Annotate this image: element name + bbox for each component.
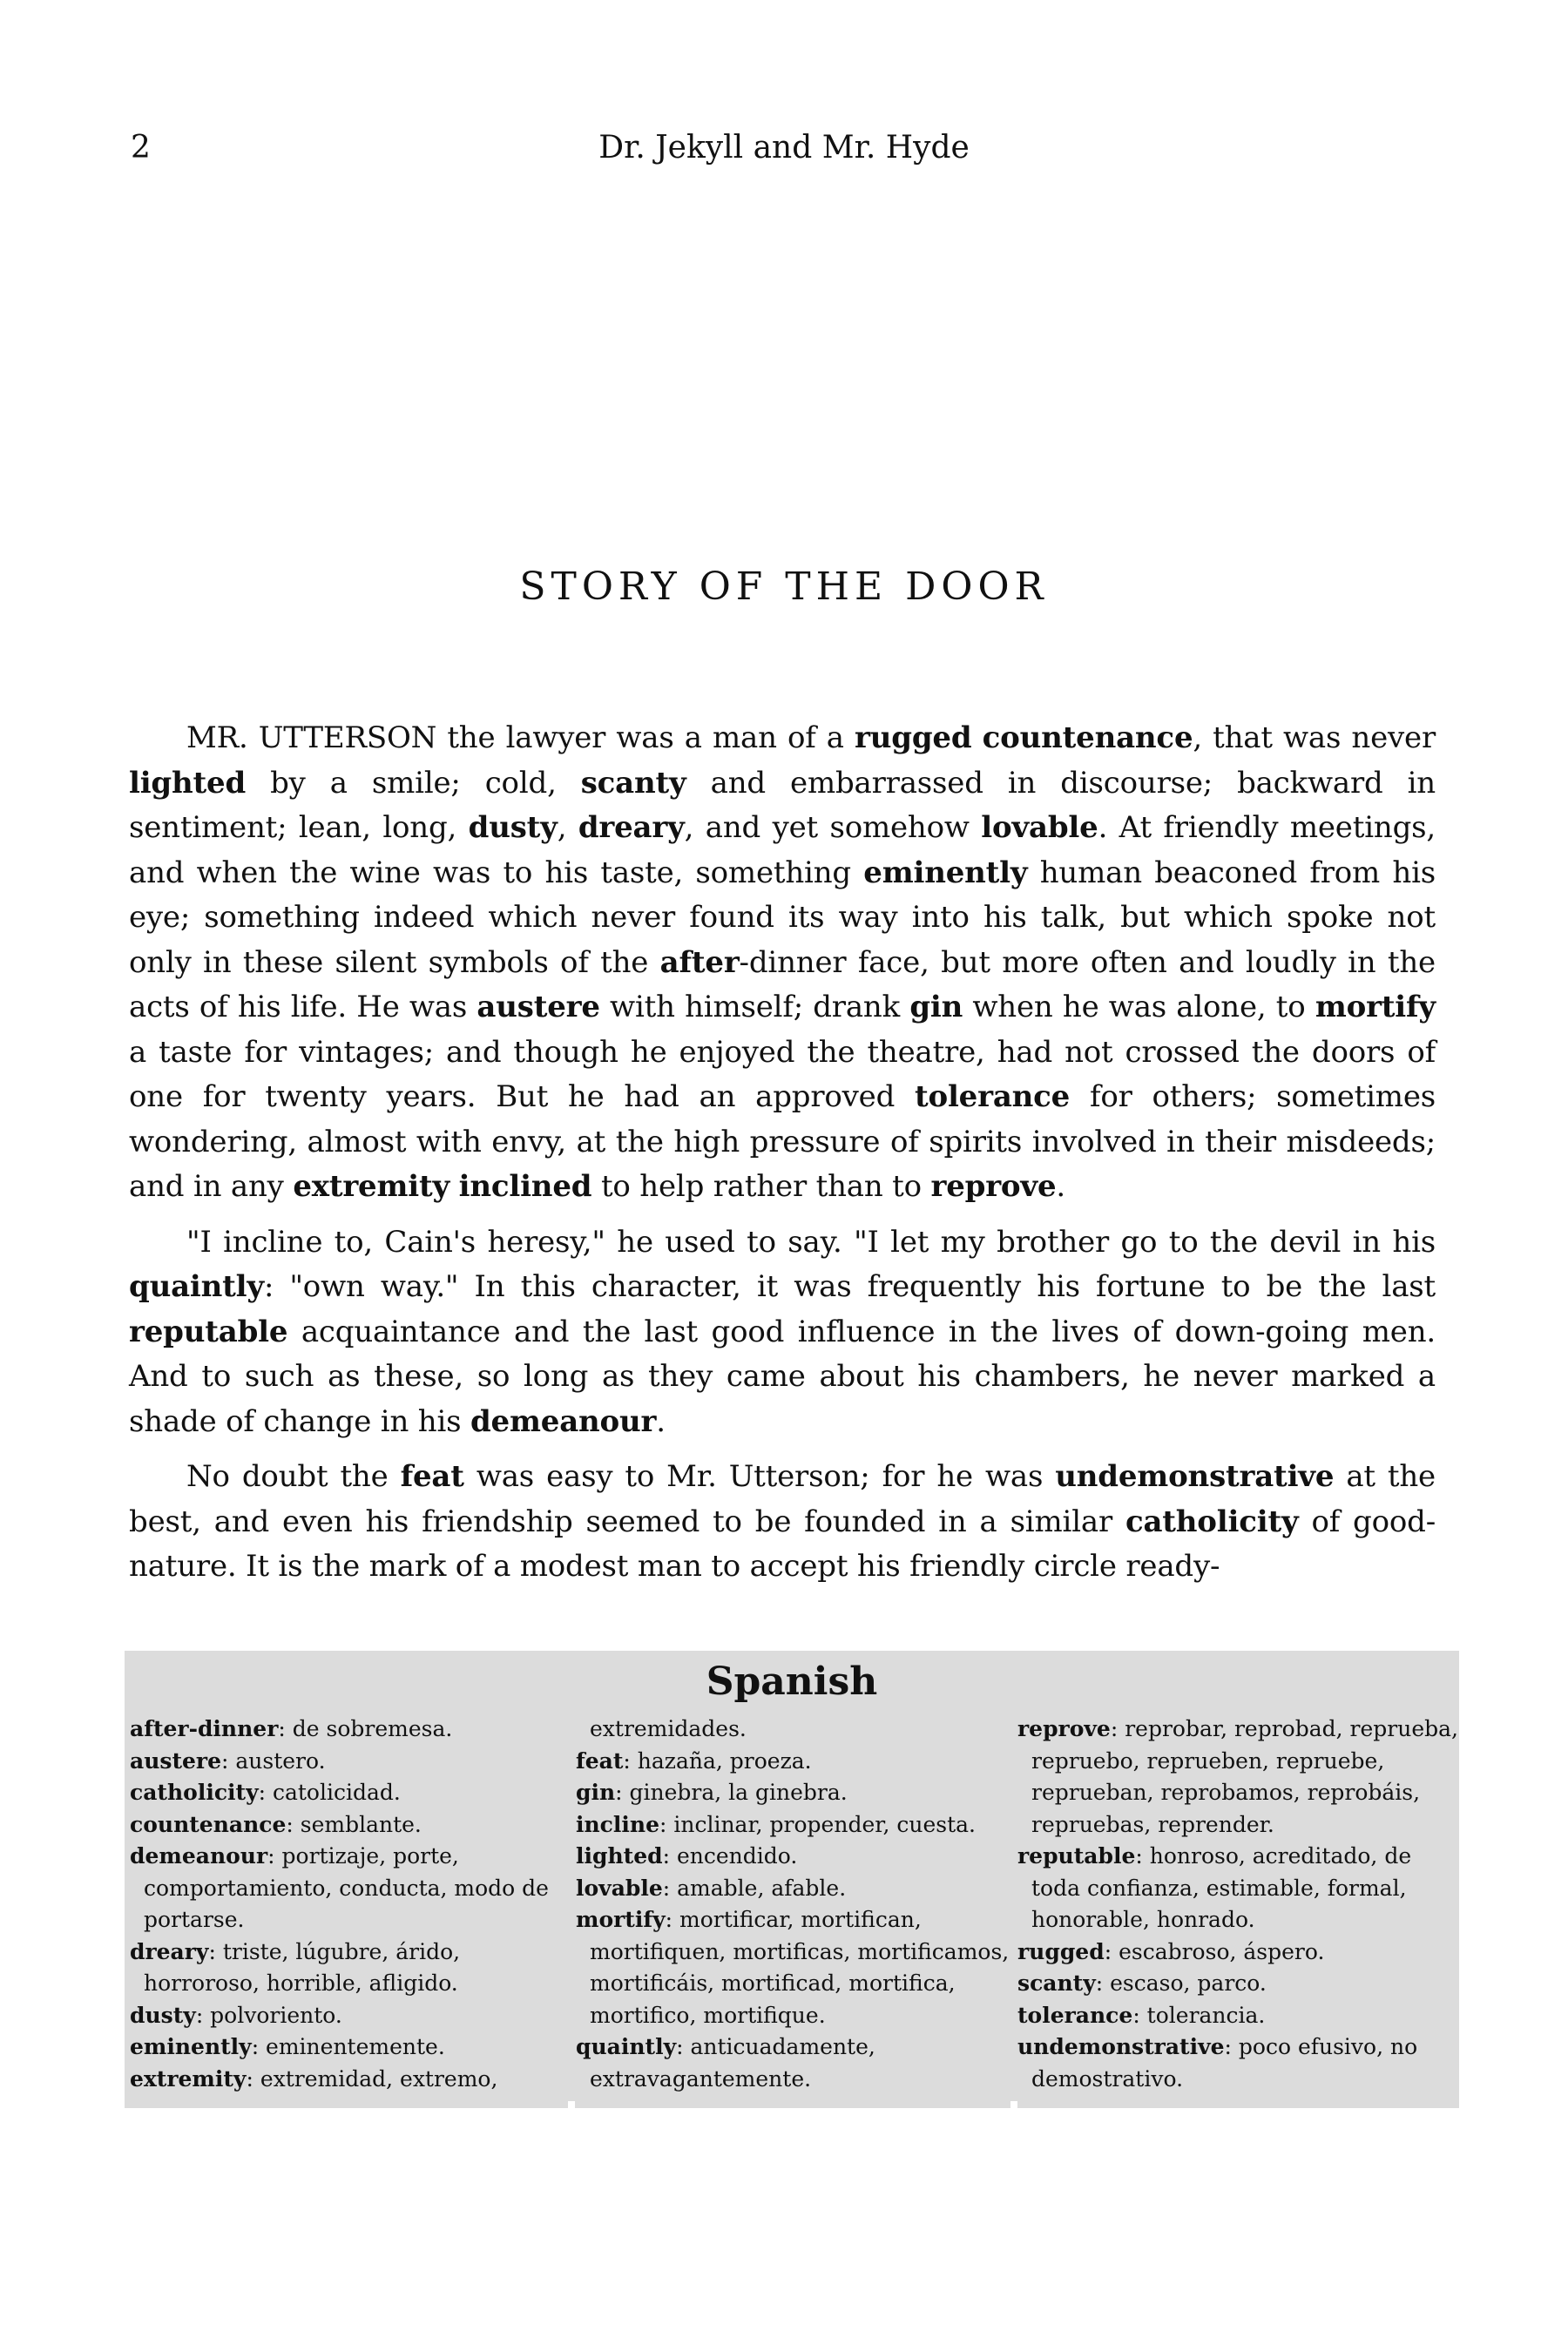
glossed-word: extremity	[293, 1169, 450, 1204]
glossary-definition: : eminentemente.	[251, 2034, 445, 2059]
glossary-term: incline	[576, 1811, 659, 1837]
glossary-term: gin	[576, 1780, 616, 1805]
glossary-term: eminently	[130, 2034, 252, 2059]
glossary-term: reprove	[1017, 1716, 1111, 1741]
glossary-entry	[130, 1841, 574, 1936]
glossary-entry	[1017, 1936, 1462, 1969]
text-run: with himself; drank	[599, 990, 910, 1024]
glossary-term: lovable	[576, 1875, 663, 1901]
text-run: .	[656, 1403, 666, 1439]
text-run: and embarrassed in discourse; backward in sentiment; lean, long,	[129, 765, 1436, 845]
glossary-entry	[1017, 2000, 1462, 2032]
glossary-definition: : hazaña, proeza.	[623, 1747, 812, 1774]
glossary-term: mortify	[576, 1907, 666, 1932]
glossed-word: dusty	[468, 810, 558, 845]
glossary-definition: : inclinar, propender, cuesta.	[659, 1811, 976, 1837]
glossary-entry	[576, 1777, 1020, 1809]
text-run: to help rather than to	[591, 1169, 931, 1204]
glossary-entry	[130, 1936, 574, 2000]
text-run: "I incline to, Cain's heresy," he used to say. "I let my brother go to the devil in his	[186, 1224, 1436, 1260]
glossary-term: countenance	[130, 1811, 287, 1837]
glossary-column-3	[1017, 1713, 1462, 2095]
glossary-definition: : polvoriento.	[195, 2002, 342, 2028]
glossed-word: eminently	[863, 855, 1028, 890]
glossary-term: tolerance	[1017, 2002, 1133, 2028]
glossary-entry	[1017, 1841, 1462, 1936]
text-run: -dinner face, but more often and loudly in the acts of his life. He was	[129, 944, 1436, 1024]
glossary-entry	[576, 1713, 1020, 1746]
glossed-word: rugged	[855, 720, 972, 755]
text-run: when he was alone, to	[963, 990, 1315, 1024]
text-run: for others; sometimes wondering, almost with envy, at the high pressure of spirits involved in their misdeeds; and in any	[129, 1079, 1436, 1204]
glossary-column-gap	[1010, 2101, 1017, 2108]
text-run: .	[1056, 1169, 1066, 1204]
glossed-word: feat	[400, 1459, 464, 1494]
paragraph	[129, 1220, 1436, 1445]
glossary-definition: : ginebra, la ginebra.	[615, 1780, 848, 1805]
glossary-term: demeanour	[130, 1843, 268, 1869]
glossed-word: lighted	[129, 765, 247, 801]
glossary-term: undemonstrative	[1017, 2034, 1225, 2059]
glossary-entry	[130, 2031, 574, 2064]
glossary-definition: : amable, afable.	[662, 1875, 847, 1901]
running-title: Dr. Jekyll and Mr. Hyde	[598, 130, 970, 166]
glossed-word: quaintly	[129, 1269, 264, 1304]
glossary-term: reputable	[1017, 1843, 1136, 1869]
glossary-entry	[576, 2031, 1020, 2095]
paragraph	[129, 716, 1436, 1210]
text-run	[971, 720, 982, 755]
glossary-column-1	[130, 1713, 574, 2095]
glossary-box	[125, 1651, 1459, 2108]
glossary-term: catholicity	[130, 1780, 259, 1805]
text-run: ,	[557, 810, 578, 845]
glossary-term: lighted	[576, 1843, 663, 1869]
glossary-definition: : escaso, parco.	[1095, 1970, 1267, 1996]
glossary-entry	[130, 2064, 574, 2096]
text-run: at the best, and even his friendship seemed to be founded in a similar	[129, 1459, 1436, 1539]
glossary-term: quaintly	[576, 2034, 677, 2059]
glossed-word: scanty	[580, 765, 686, 801]
glossary-definition: : honroso, acreditado, de toda confianza, estimable, formal, honorable, honrado.	[1031, 1843, 1412, 1932]
text-run: of good-nature. It is the mark of a modest man to accept his friendly circle ready-	[129, 1504, 1436, 1584]
text-run: human beaconed from his eye; something indeed which never found its way into his talk, but which spoke not only in these silent symbols of the	[129, 855, 1436, 980]
text-run: , and yet somehow	[684, 810, 982, 845]
glossary-definition: extremidades.	[590, 1716, 747, 1741]
glossed-word: reprove	[930, 1169, 1057, 1204]
glossed-word: austere	[476, 990, 600, 1024]
glossed-word: after	[659, 944, 740, 980]
glossary-definition: : anticuadamente, extravagantemente.	[590, 2034, 875, 2092]
glossary-definition: : de sobremesa.	[278, 1716, 453, 1741]
glossary-entry	[1017, 1713, 1462, 1841]
glossary-term: dreary	[130, 1938, 209, 1964]
text-run: by a smile; cold,	[246, 765, 581, 801]
glossary-definition: : catolicidad.	[258, 1780, 401, 1805]
glossary-definition: : extremidad, extremo,	[246, 2065, 498, 2092]
glossary-definition: : poco efusivo, no demostrativo.	[1031, 2034, 1418, 2092]
glossary-term: after-dinner	[130, 1716, 279, 1741]
body-text	[129, 716, 1436, 1600]
glossed-word: inclined	[458, 1169, 592, 1204]
glossary-entry	[576, 1746, 1020, 1778]
glossary-term: scanty	[1017, 1970, 1096, 1996]
glossary-entry	[576, 1904, 1020, 2031]
glossed-word: lovable	[981, 810, 1098, 845]
glossary-definition: : semblante.	[286, 1811, 422, 1837]
glossed-word: tolerance	[914, 1079, 1071, 1114]
glossary-term: extremity	[130, 2065, 247, 2092]
glossed-word: demeanour	[470, 1403, 657, 1439]
glossary-term: dusty	[130, 2002, 196, 2028]
glossary-entry	[1017, 1968, 1462, 2000]
text-run: No doubt the	[186, 1459, 401, 1494]
glossary-definition: : austero.	[220, 1747, 326, 1774]
glossary-definition: : reprobar, reprobad, reprueba, repruebo, reprueben, repruebe, reprueban, reprobamos, reprobáis, repruebas, reprender.	[1031, 1716, 1458, 1837]
text-run: , that was never	[1193, 720, 1436, 755]
glossary-term: austere	[130, 1747, 221, 1774]
glossed-word: undemonstrative	[1055, 1459, 1335, 1494]
chapter-title: STORY OF THE DOOR	[519, 564, 1049, 609]
text-run: was easy to Mr. Utterson; for he was	[463, 1459, 1056, 1494]
text-run: a taste for vintages; and though he enjoyed the theatre, had not crossed the doors of one for twenty years. But he had an approved	[129, 1034, 1436, 1114]
glossary-column-gap	[568, 2101, 575, 2108]
glossary-definition: : escabroso, áspero.	[1104, 1938, 1325, 1964]
text-run: MR. UTTERSON the lawyer was a man of a	[186, 720, 855, 755]
glossary-entry	[130, 1809, 574, 1842]
glossed-word: catholicity	[1125, 1504, 1299, 1539]
glossed-word: countenance	[982, 720, 1193, 755]
text-run: . At friendly meetings, and when the wine was to his taste, something	[129, 810, 1436, 890]
glossary-entry	[130, 1713, 574, 1746]
glossary-definition: : encendido.	[662, 1843, 798, 1869]
glossed-word: dreary	[578, 810, 685, 845]
glossed-word: gin	[909, 990, 963, 1024]
text-run	[449, 1169, 459, 1204]
text-run: acquaintance and the last good influence in the lives of down-going men. And to such as these, so long as they came about his chambers, he never marked a shade of change in his	[129, 1314, 1436, 1439]
glossary-title: Spanish	[706, 1659, 878, 1704]
page-number: 2	[131, 130, 151, 166]
glossary-entry	[1017, 2031, 1462, 2095]
glossary-entry	[130, 1746, 574, 1778]
text-run: : "own way." In this character, it was frequently his fortune to be the last	[263, 1269, 1436, 1304]
glossary-column-2	[576, 1713, 1020, 2095]
glossary-definition: : mortificar, mortifican, mortifiquen, mortificas, mortificamos, mortificáis, mortificad, mortifica, mortifico, mortifique.	[590, 1907, 1010, 2028]
glossary-entry	[576, 1809, 1020, 1842]
glossary-definition: : tolerancia.	[1132, 2002, 1266, 2028]
paragraph	[129, 1455, 1436, 1590]
glossary-definition: : triste, lúgubre, árido, horroroso, horrible, afligido.	[144, 1938, 461, 1996]
glossary-entry	[130, 2000, 574, 2032]
glossary-entry	[576, 1841, 1020, 1873]
glossary-entry	[130, 1777, 574, 1809]
glossary-definition: : portizaje, porte, comportamiento, conducta, modo de portarse.	[144, 1843, 549, 1932]
glossary-term: rugged	[1017, 1938, 1105, 1964]
glossed-word: mortify	[1315, 990, 1436, 1024]
glossary-term: feat	[576, 1747, 624, 1774]
glossed-word: reputable	[129, 1314, 288, 1349]
glossary-entry	[576, 1873, 1020, 1905]
